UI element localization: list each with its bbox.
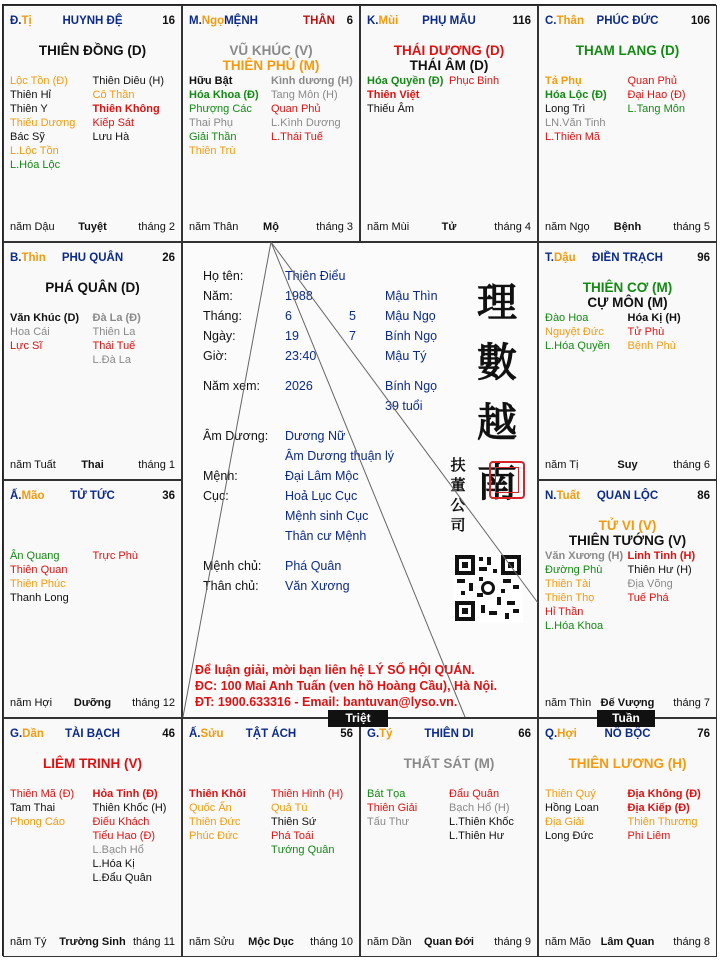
minor-star: Kình dương (H) [271, 75, 353, 87]
minor-star: Quan Phủ [271, 103, 321, 115]
life-stage: Lâm Quan [600, 936, 655, 948]
minor-star: Nguyệt Đức [545, 326, 604, 338]
life-stage: Thai [81, 459, 104, 471]
palace-footer [10, 459, 175, 473]
year-label: năm Ngọ [545, 221, 590, 233]
year-canchi: Mậu Thìn [385, 289, 438, 303]
palace-name: HUYNH ĐỆ [62, 15, 123, 27]
cuc-value: Hoả Lục Cục [285, 489, 358, 503]
minor-star: Giải Thần [189, 131, 237, 143]
palace-tai-bach[interactable] [3, 718, 182, 957]
month-label: tháng 7 [673, 697, 710, 709]
minor-star: Hoa Cái [10, 326, 50, 338]
minor-star: Tiểu Hao (Đ) [92, 830, 156, 842]
minor-star: Phong Cáo [10, 816, 66, 828]
minor-star: L.Lộc Tồn [10, 145, 59, 157]
contact-address: ĐC: 100 Mai Anh Tuấn (ven hồ Hoàng Cầu), Hà Nội. [195, 679, 498, 693]
year-label: năm Tuất [10, 459, 56, 471]
year-label: năm Thân [189, 221, 239, 233]
minor-star: Địa Giải [545, 816, 585, 828]
palace-name: NÔ BỘC [604, 728, 651, 740]
minor-star: Phi Liêm [627, 830, 671, 842]
minor-star: Văn Xương (H) [545, 550, 624, 562]
minor-star: Bệnh Phù [627, 340, 676, 352]
minor-star: Thiên Mã (Đ) [10, 788, 75, 800]
branch-label: N.Tuất [545, 490, 580, 502]
minor-star: Hóa Khoa (Đ) [189, 89, 259, 101]
minor-star: Lưu Hà [92, 131, 130, 143]
palace-phu-mau[interactable] [360, 5, 538, 242]
branch-label: C.Thân [545, 15, 584, 27]
palace-dien-trach[interactable] [538, 242, 717, 480]
year-label: Năm: [203, 289, 233, 303]
month-label: tháng 5 [673, 221, 710, 233]
minor-star: Thiên Sứ [271, 816, 317, 828]
branch-label: G.Dần [10, 728, 44, 740]
minor-star: Lực Sĩ [10, 340, 43, 352]
day-solar: 19 [285, 329, 299, 343]
minor-star: Thiên Thương [627, 816, 698, 828]
minor-star: Hỏa Tinh (Đ) [92, 788, 158, 800]
palace-header [545, 728, 710, 742]
palace-header [545, 252, 710, 266]
calligraphy-glyph: 南 [477, 459, 517, 506]
life-stage: Trường Sinh [59, 936, 126, 948]
minor-star: Thiếu Dương [10, 117, 76, 129]
palace-footer [545, 459, 710, 473]
minor-star: Thiên Y [10, 103, 48, 115]
month-solar: 6 [285, 309, 292, 323]
than-chu-value: Văn Xương [285, 579, 350, 593]
minor-star: Địa Kiếp (Đ) [627, 802, 690, 814]
minor-star: L.Hóa Quyền [545, 340, 610, 352]
minor-star: Trực Phù [92, 550, 138, 562]
calligraphy-glyph: 公 [450, 496, 466, 514]
life-stage: Mộc Dục [248, 936, 294, 948]
minor-star: Thiên Đức [189, 816, 241, 828]
palace-footer [545, 936, 710, 950]
minor-star: Điếu Khách [92, 816, 150, 828]
minor-star: L.Đẩu Quân [92, 872, 152, 884]
day-label: Ngày: [203, 329, 236, 343]
branch-label: K.Mùi [367, 15, 399, 27]
minor-star: L.Hóa Lộc [10, 159, 61, 171]
menh-value: Đại Lâm Mộc [285, 469, 359, 483]
minor-star: L.Đà La [92, 354, 132, 366]
palace-name: TÀI BẠCH [65, 728, 120, 740]
palace-header [545, 490, 710, 504]
main-star: THIÊN PHỦ (M) [222, 58, 320, 73]
minor-star: Quả Tú [271, 802, 308, 814]
minor-star: Địa Võng [627, 578, 673, 590]
main-star: PHÁ QUÂN (D) [45, 280, 140, 295]
life-stage: Mộ [263, 221, 279, 233]
main-star: THẤT SÁT (M) [403, 756, 495, 771]
minor-star: Hóa Quyền (Đ) [367, 75, 444, 87]
month-label: tháng 8 [673, 936, 710, 948]
main-star: THIÊN TƯỚNG (V) [568, 533, 687, 548]
minor-star: Thiên Tài [545, 578, 591, 590]
branch-label: G.Tý [367, 728, 393, 740]
month-label: tháng 10 [310, 936, 353, 948]
palace-footer [545, 697, 710, 711]
calligraphy-glyph: 理 [477, 279, 517, 326]
hour-label: Giờ: [203, 349, 228, 363]
minor-star: Tấu Thư [367, 816, 410, 828]
minor-star: Thiên Không [92, 103, 160, 115]
month-label: tháng 3 [316, 221, 353, 233]
minor-star: Phục Binh [449, 75, 500, 87]
contact-phone-email[interactable]: ĐT: 1900.633316 - Email: bantuvan@lyso.vn. [195, 695, 458, 709]
life-stage: Quan Đới [424, 936, 474, 948]
minor-star: Thiên La [92, 326, 136, 338]
palace-number: 76 [697, 728, 710, 740]
amduong-label: Âm Dương: [203, 429, 269, 443]
palace-header [10, 490, 175, 504]
palace-name: THIÊN DI [424, 728, 474, 740]
minor-star: Thiên Diêu (H) [92, 75, 165, 87]
name-label: Họ tên: [203, 269, 244, 283]
minor-star: L.Kình Dương [271, 117, 341, 129]
minor-star: Thiên Quý [545, 788, 596, 800]
palace-header [367, 15, 531, 29]
palace-header [189, 728, 353, 742]
palace-header [367, 728, 531, 742]
minor-star: Bác Sỹ [10, 131, 45, 143]
minor-star: Thiên Hình (H) [271, 788, 344, 800]
palace-footer [10, 697, 175, 711]
minor-star: Hóa Lộc (Đ) [545, 89, 607, 101]
cuc-note-2: Thân cư Mệnh [285, 529, 367, 543]
branch-label: T.Dậu [545, 252, 576, 264]
minor-star: Long Trì [545, 103, 586, 115]
main-star: THIÊN ĐỒNG (D) [38, 43, 147, 58]
month-label: tháng 4 [494, 221, 531, 233]
year-label: năm Sửu [189, 936, 235, 948]
minor-star: Tang Môn (H) [271, 89, 338, 101]
palace-phu-quan[interactable] [3, 242, 182, 480]
menh-chu-value: Phá Quân [285, 559, 342, 573]
palace-name: PHÚC ĐỨC [596, 15, 659, 27]
palace-phuc-duc[interactable] [538, 5, 717, 242]
month-lunar: 5 [349, 309, 356, 323]
center-info-panel [182, 242, 538, 718]
minor-star: Thiếu Âm [367, 103, 415, 115]
minor-star: Bạch Hổ (H) [449, 802, 510, 814]
month-label: tháng 1 [138, 459, 175, 471]
minor-star: Thiên Hư (H) [627, 564, 692, 576]
life-stage: Dưỡng [73, 697, 112, 709]
palace-no-boc[interactable] [538, 718, 717, 957]
menh-label: Mệnh: [203, 469, 238, 483]
menh-chu-label: Mệnh chủ: [203, 559, 262, 573]
minor-star: Lộc Tồn (Đ) [10, 75, 68, 87]
month-label: tháng 12 [132, 697, 175, 709]
palace-tu-tuc[interactable] [3, 480, 182, 718]
branch-label: M.Ngọ [189, 15, 225, 27]
minor-star: Tuế Phá [627, 592, 669, 604]
horoscope-chart [2, 4, 716, 956]
minor-star: L.Bạch Hổ [92, 844, 144, 856]
palace-quan-loc[interactable] [538, 480, 717, 718]
cuc-label: Cục: [203, 489, 229, 503]
year-label: năm Tý [10, 936, 47, 948]
minor-star: Kiếp Sát [92, 117, 135, 129]
palace-thien-di[interactable] [360, 718, 538, 957]
minor-star: L.Thiên Khốc [449, 816, 514, 828]
minor-star: L.Hóa Kị [92, 858, 135, 870]
calligraphy-glyph: 董 [450, 476, 466, 494]
month-label: tháng 11 [132, 936, 175, 948]
palace-number: 96 [697, 252, 710, 264]
minor-star: Đường Phù [545, 564, 603, 576]
minor-star: Bát Tọa [367, 788, 406, 800]
minor-star: Hỉ Thần [545, 606, 584, 618]
minor-star: Thiên Hỉ [10, 89, 51, 101]
hour-canchi: Mậu Tý [385, 349, 427, 363]
minor-star: Thái Tuế [92, 340, 136, 352]
minor-star: Thiên Trù [189, 145, 236, 157]
palace-number: 116 [512, 15, 531, 27]
view-year-value: 2026 [285, 379, 313, 393]
year-label: năm Hợi [10, 697, 53, 709]
minor-star: Thiên Giải [367, 802, 418, 814]
amduong-value: Dương Nữ [285, 429, 346, 443]
palace-header [545, 15, 710, 29]
minor-star: Thanh Long [10, 592, 69, 604]
palace-name: PHU QUÂN [61, 252, 124, 264]
minor-star: Phá Toái [271, 830, 314, 842]
minor-star: Quan Phủ [627, 75, 678, 87]
company-calligraphy [449, 455, 467, 535]
palace-header [10, 728, 175, 742]
palace-name: ĐIỀN TRẠCH [592, 252, 663, 264]
palace-name: PHỤ MẪU [422, 15, 476, 27]
palace-footer [10, 936, 175, 950]
main-star: CỰ MÔN (M) [587, 295, 668, 310]
year-value: 1988 [285, 289, 313, 303]
minor-star: Thiên Khôi [189, 788, 246, 800]
palace-number: 86 [697, 490, 710, 502]
palace-footer [367, 936, 531, 950]
palace-number: 16 [162, 15, 175, 27]
palace-menh[interactable] [182, 5, 360, 242]
branch-label: B.Thìn [10, 252, 46, 264]
minor-star: Đà La (Đ) [92, 312, 141, 324]
minor-star: L.Thiên Hư [449, 830, 505, 842]
minor-star: Thiên Khốc (H) [92, 802, 167, 814]
red-seal-stamp [489, 461, 525, 499]
life-stage: Đế Vượng [600, 697, 655, 709]
main-star: VŨ KHÚC (V) [229, 43, 313, 58]
palace-header [10, 15, 175, 29]
minor-star: Đào Hoa [545, 312, 589, 324]
day-lunar: 7 [349, 329, 356, 343]
minor-star: Tướng Quân [271, 844, 335, 856]
palace-number: 6 [346, 15, 353, 27]
palace-name: QUAN LỘC [596, 490, 659, 502]
palace-name: TẬT ÁCH [245, 728, 297, 740]
palace-number: 46 [162, 728, 175, 740]
palace-header [189, 15, 353, 29]
palace-footer [545, 221, 710, 235]
minor-star: Hồng Loan [545, 802, 599, 814]
minor-star: Phượng Các [189, 103, 252, 115]
palace-footer [189, 936, 353, 950]
than-chu-label: Thân chủ: [203, 579, 259, 593]
minor-star: Thai Phụ [189, 117, 234, 129]
palace-huynh-de[interactable] [3, 5, 182, 242]
minor-star: Thiên Phúc [10, 578, 66, 590]
main-star: LIÊM TRINH (V) [43, 756, 142, 771]
minor-star: Tử Phù [627, 326, 665, 338]
main-star: THÁI ÂM (D) [409, 58, 489, 73]
palace-number: 56 [340, 728, 353, 740]
minor-star: Thiên Quan [10, 564, 68, 576]
cuc-note-1: Mệnh sinh Cục [285, 509, 369, 523]
triet-tag: Triệt [328, 710, 388, 727]
main-star: TỬ VI (V) [598, 518, 657, 533]
minor-star: Văn Khúc (D) [10, 312, 80, 324]
calligraphy-glyph: 數 [477, 339, 517, 386]
minor-star: L.Thiên Mã [545, 131, 601, 143]
main-star: THIÊN CƠ (M) [582, 280, 673, 295]
month-label: Tháng: [203, 309, 242, 323]
branch-label: Ấ.Sửu [189, 728, 224, 740]
minor-star: Đẩu Quân [449, 788, 500, 800]
year-label: năm Thìn [545, 697, 592, 709]
minor-star: Địa Không (Đ) [627, 788, 701, 800]
minor-star: Đại Hao (Đ) [627, 89, 686, 101]
life-stage: Suy [617, 459, 638, 471]
minor-star: Tam Thai [10, 802, 56, 814]
minor-star: L.Hóa Khoa [545, 620, 604, 632]
palace-footer [10, 221, 175, 235]
minor-star: L.Thái Tuế [271, 131, 323, 143]
minor-star: Linh Tinh (H) [627, 550, 696, 562]
branch-label: Q.Hợi [545, 728, 577, 740]
amduong-note: Âm Dương thuận lý [285, 449, 394, 463]
contact-line-1: Để luận giải, mời bạn liên hệ LÝ SỐ HỘI QUÁN. [195, 663, 475, 677]
palace-name: MỆNH [224, 15, 258, 27]
life-stage: Tuyệt [78, 221, 107, 233]
than-marker: THÂN [303, 15, 335, 27]
calligraphy-glyph: 越 [477, 399, 517, 446]
minor-star: Thiên Thọ [545, 592, 595, 604]
view-year-canchi: Bính Ngọ [385, 379, 438, 393]
palace-number: 36 [162, 490, 175, 502]
minor-star: Ân Quang [10, 550, 60, 562]
minor-star: Tả Phụ [545, 75, 582, 87]
calligraphy-glyph: 扶 [450, 456, 466, 474]
day-canchi: Bính Ngọ [385, 329, 438, 343]
year-label: năm Dần [367, 936, 412, 948]
minor-star: Cô Thần [92, 89, 135, 101]
minor-star: Hữu Bật [189, 75, 233, 87]
branch-label: Ấ.Mão [10, 490, 45, 502]
age-value: 39 tuổi [385, 399, 423, 413]
palace-footer [367, 221, 531, 235]
palace-number: 106 [690, 15, 710, 27]
month-label: tháng 9 [494, 936, 531, 948]
qr-code-icon[interactable] [453, 553, 523, 623]
year-label: năm Dậu [10, 221, 55, 233]
minor-star: LN.Văn Tinh [545, 117, 606, 129]
palace-footer [189, 221, 353, 235]
palace-tat-ach[interactable] [182, 718, 360, 957]
minor-star: L.Tang Môn [627, 103, 685, 115]
year-label: năm Mão [545, 936, 591, 948]
main-star: THÁI DƯƠNG (D) [393, 43, 505, 58]
calligraphy-glyph: 司 [450, 516, 466, 534]
palace-name: TỬ TỨC [70, 490, 115, 502]
tuan-tag: Tuần [597, 710, 655, 727]
month-label: tháng 2 [138, 221, 175, 233]
main-star: THIÊN LƯƠNG (H) [568, 756, 687, 771]
minor-star: Hóa Kị (H) [627, 312, 681, 324]
palace-header [10, 252, 175, 266]
minor-star: Thiên Việt [367, 89, 420, 101]
palace-number: 26 [162, 252, 175, 264]
view-year-label: Năm xem: [203, 379, 260, 393]
month-label: tháng 6 [673, 459, 710, 471]
year-label: năm Mùi [367, 221, 410, 233]
name-value: Thiên Điểu [285, 269, 346, 283]
life-stage: Tử [441, 221, 457, 233]
life-stage: Bệnh [613, 221, 642, 233]
branch-label: Đ.Tị [10, 15, 32, 27]
main-star: THAM LANG (D) [575, 43, 680, 58]
minor-star: Phúc Đức [189, 830, 238, 842]
minor-star: Quốc Ấn [189, 802, 232, 814]
hour-value: 23:40 [285, 349, 317, 363]
month-canchi: Mậu Ngọ [385, 309, 436, 323]
palace-number: 66 [518, 728, 531, 740]
minor-star: Long Đức [545, 830, 594, 842]
year-label: năm Tị [545, 459, 579, 471]
